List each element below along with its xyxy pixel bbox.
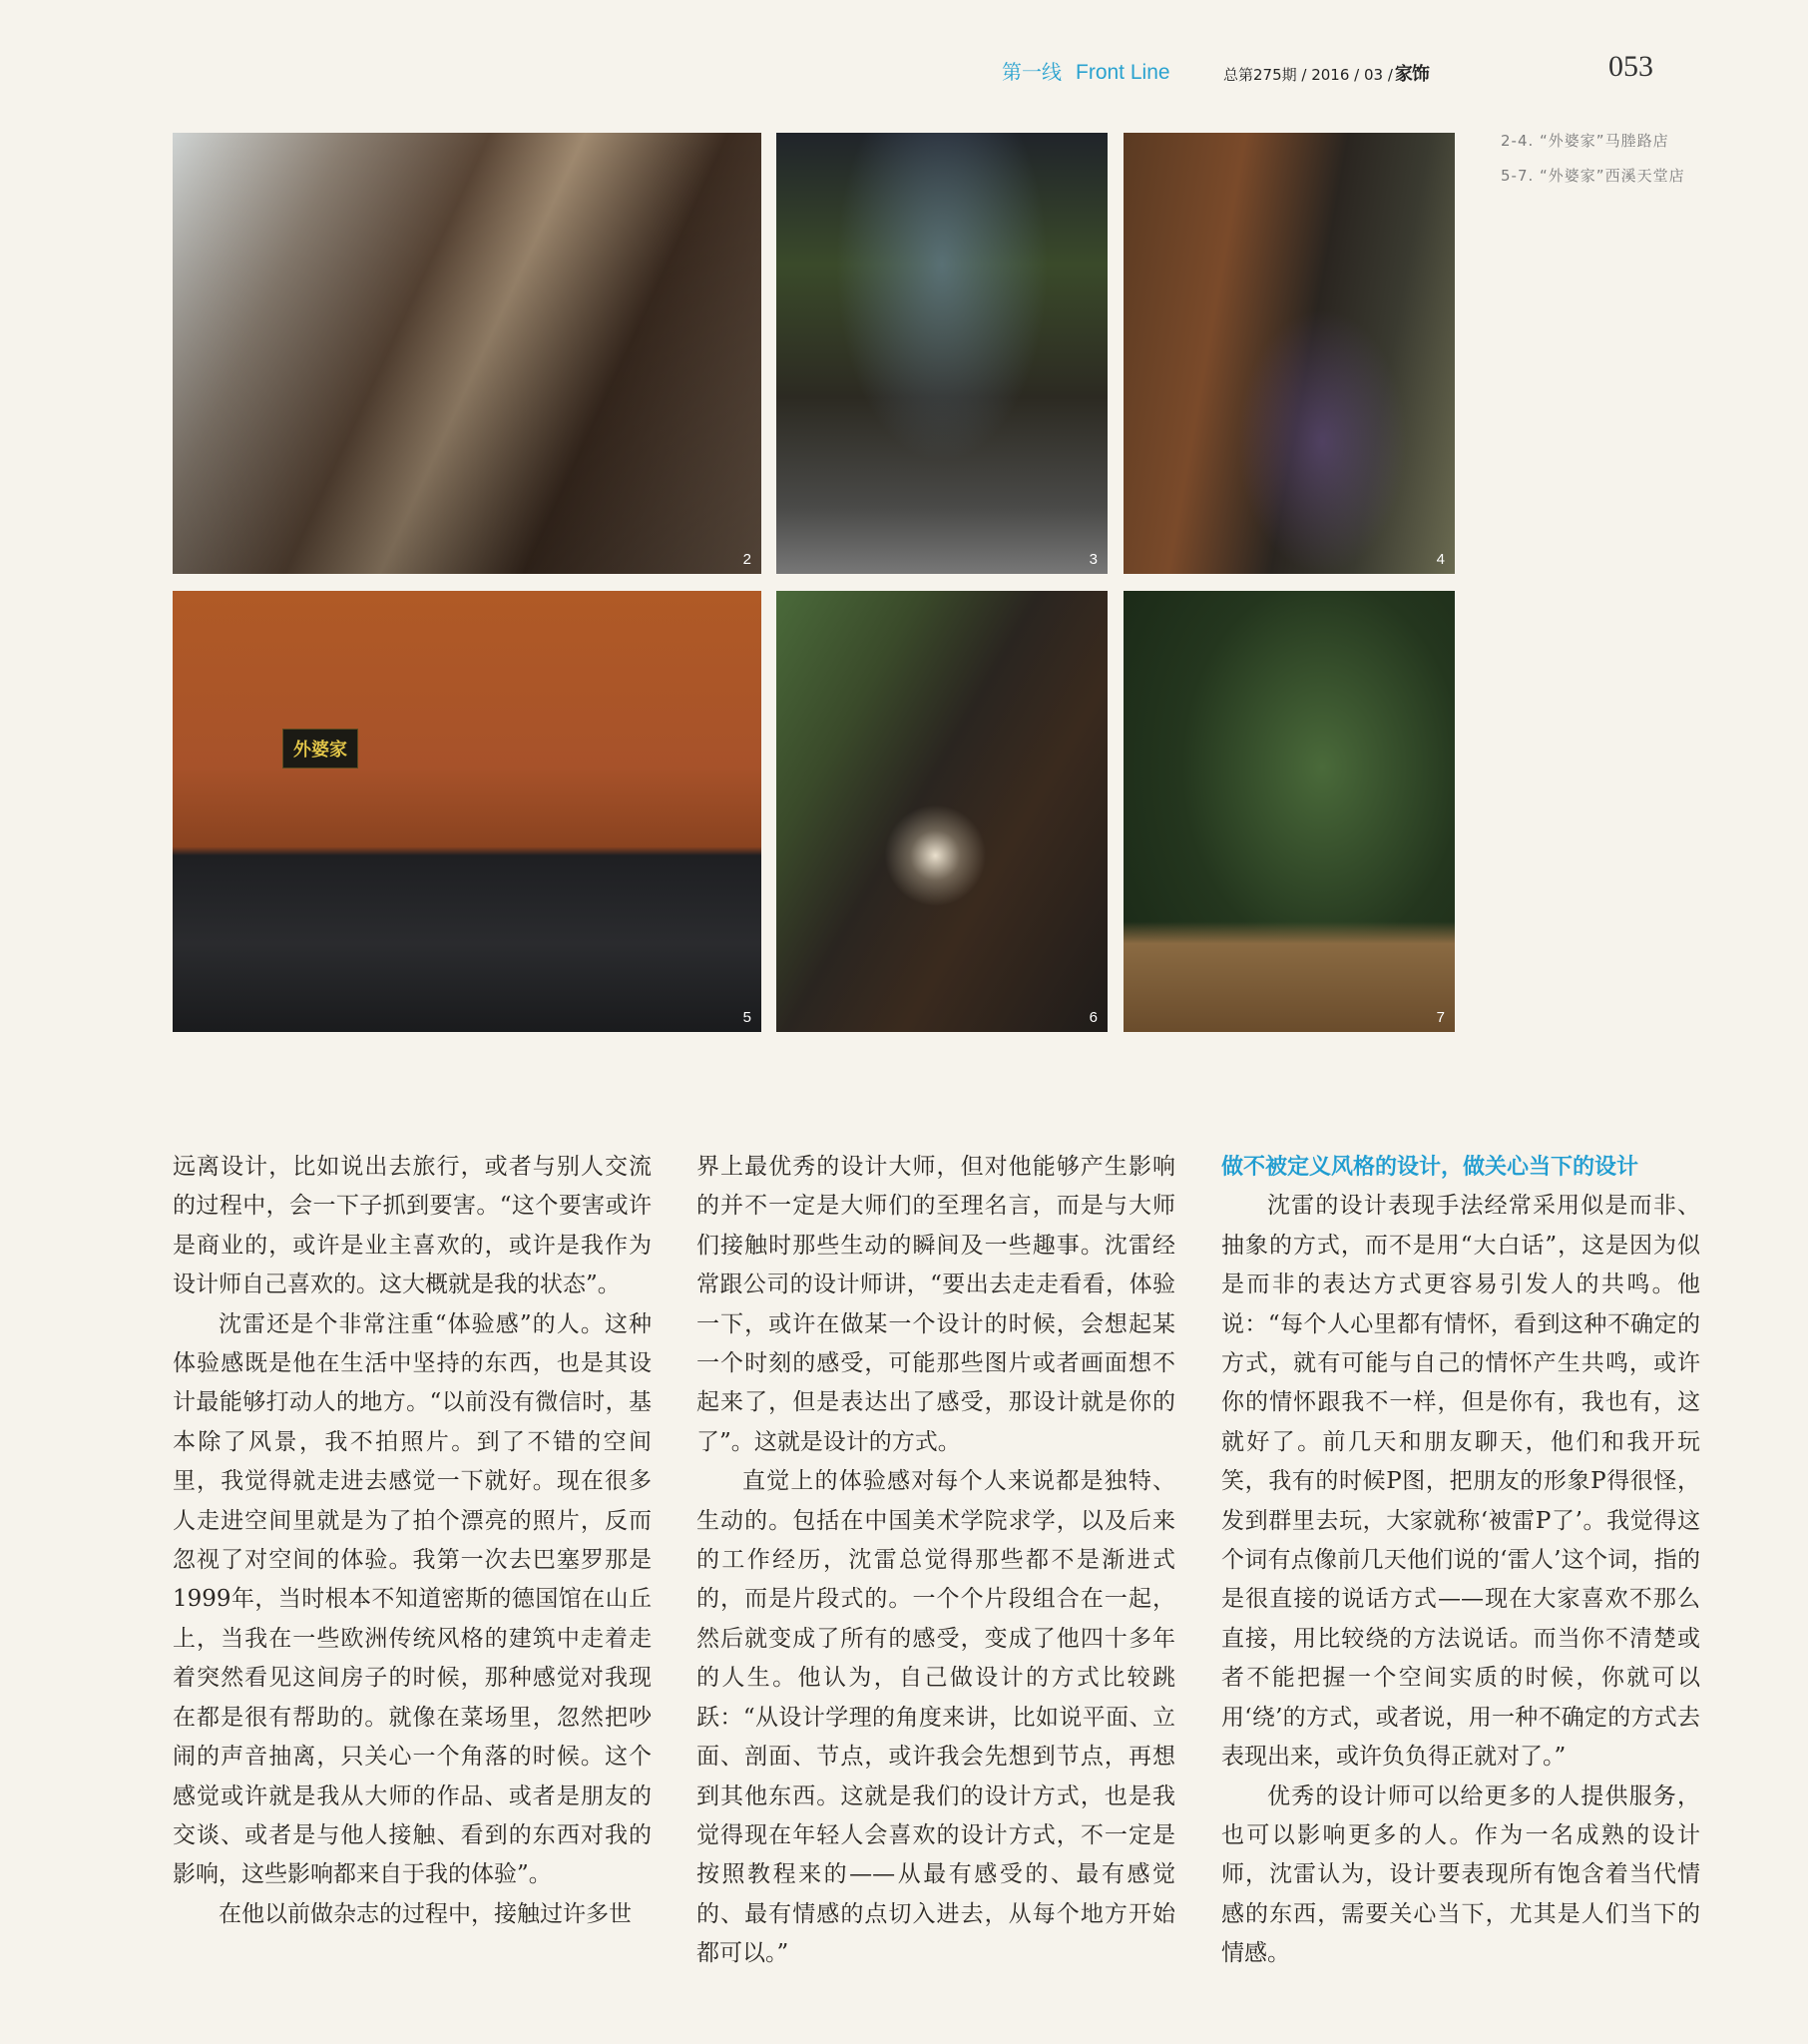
photo-captions bbox=[1501, 128, 1700, 198]
text-column-3 bbox=[1221, 1148, 1700, 1974]
photo-number: 4 bbox=[1436, 551, 1445, 568]
photo-number: 5 bbox=[742, 1009, 751, 1026]
photo-7 bbox=[1124, 591, 1455, 1032]
photo-number: 7 bbox=[1436, 1009, 1445, 1026]
photo-number: 2 bbox=[742, 551, 751, 568]
photo-number: 3 bbox=[1089, 551, 1098, 568]
paragraph: 直觉上的体验感对每个人来说都是独特、生动的。包括在中国美术学院求学，以及后来的工作经历，沈雷总觉得那些都不是渐进式的，而是片段式的。一个个片段组合在一起，然后就变成了所有的感受，变成了他四十多年的人生。他认为，自己做设计的方式比较跳跃：“从设计学理的角度来讲，比如说平面、立面、剖面、节点，或许我会先想到节点，再想到其他东西。这就是我们的设计方式，也是我觉得现在年轻人会喜欢的设计方式，不一定是按照教程来的——从最有感受的、最有感觉的、最有情感的点切入进去，从每个地方开始都可以。” bbox=[696, 1468, 1175, 1967]
issue-info bbox=[1223, 60, 1429, 86]
section-label-en: Front Line bbox=[1076, 61, 1170, 84]
section-subheading: 做不被定义风格的设计，做关心当下的设计 bbox=[1221, 1155, 1639, 1180]
issue-number: 总第275期 / 2016 / 03 / bbox=[1223, 66, 1393, 84]
paragraph: 在他以前做杂志的过程中，接触过许多世 bbox=[219, 1900, 632, 1927]
photo-3 bbox=[776, 133, 1108, 574]
section-label bbox=[1002, 56, 1170, 85]
paragraph: 沈雷的设计表现手法经常采用似是而非、抽象的方式，而不是用“大白话”，这是因为似是而非的表达方式更容易引发人的共鸣。他说：“每个人心里都有情怀，看到这种不确定的方式，就有可能与自己的情怀产生共鸣，或许你的情怀跟我不一样，但是你有，我也有，这就好了。前几天和朋友聊天，他们和我开玩笑，我有的时候P图，把朋友的形象P得很怪，发到群里去玩，大家就称‘被雷P了’。我觉得这个词有点像前几天他们说的‘雷人’这个词，指的是很直接的说话方式——现在大家喜欢不那么直接，用比较绕的方法说话。而当你不清楚或者不能把握一个空间实质的时候，你就可以用‘绕’的方式，或者说，用一种不确定的方式去表现出来，或许负负得正就对了。” bbox=[1221, 1193, 1700, 1771]
caption: 2-4. “外婆家”马塍路店 bbox=[1501, 132, 1669, 150]
page-header bbox=[0, 50, 1808, 90]
paragraph: 远离设计，比如说出去旅行，或者与别人交流的过程中，会一下子抓到要害。“这个要害或许是商业的，或许是业主喜欢的，或许是我作为设计师自己喜欢的。这大概就是我的状态”。 bbox=[173, 1154, 652, 1298]
photo-6 bbox=[776, 591, 1108, 1032]
page-number: 053 bbox=[1608, 50, 1653, 83]
restaurant-sign: 外婆家 bbox=[282, 729, 358, 768]
paragraph: 界上最优秀的设计大师，但对他能够产生影响的并不一定是大师们的至理名言，而是与大师们接触时那些生动的瞬间及一些趣事。沈雷经常跟公司的设计师讲，“要出去走走看看，体验一下，或许在做某一个设计的时候，会想起某一个时刻的感受，可能那些图片或者画面想不起来了，但是表达出了感受，那设计就是你的了”。这就是设计的方式。 bbox=[696, 1154, 1175, 1455]
caption: 5-7. “外婆家”西溪天堂店 bbox=[1501, 167, 1685, 185]
text-column-2 bbox=[696, 1148, 1175, 1974]
text-column-1 bbox=[173, 1148, 652, 1934]
magazine-logo: 家饰 bbox=[1394, 64, 1429, 85]
section-label-cn: 第一线 bbox=[1002, 60, 1062, 84]
paragraph: 沈雷还是个非常注重“体验感”的人。这种体验感既是他在生活中坚持的东西，也是其设计最能够打动人的地方。“以前没有微信时，基本除了风景，我不拍照片。到了不错的空间里，我觉得就走进去感觉一下就好。现在很多人走进空间里就是为了拍个漂亮的照片，反而忽视了对空间的体验。我第一次去巴塞罗那是1999年，当时根本不知道密斯的德国馆在山丘上，当我在一些欧洲传统风格的建筑中走着走着突然看见这间房子的时候，那种感觉对我现在都是很有帮助的。就像在菜场里，忽然把吵闹的声音抽离，只关心一个角落的时候。这个感觉或许就是我从大师的作品、或者是朋友的交谈、或者是与他人接触、看到的东西对我的影响，这些影响都来自于我的体验”。 bbox=[173, 1310, 652, 1888]
photo-number: 6 bbox=[1089, 1009, 1098, 1026]
paragraph: 优秀的设计师可以给更多的人提供服务，也可以影响更多的人。作为一名成熟的设计师，沈雷认为，设计要表现所有饱含着当代情感的东西，需要关心当下，尤其是人们当下的情感。 bbox=[1221, 1783, 1700, 1967]
photo-4 bbox=[1124, 133, 1455, 574]
photo-5 bbox=[173, 591, 761, 1032]
photo-2 bbox=[173, 133, 761, 574]
